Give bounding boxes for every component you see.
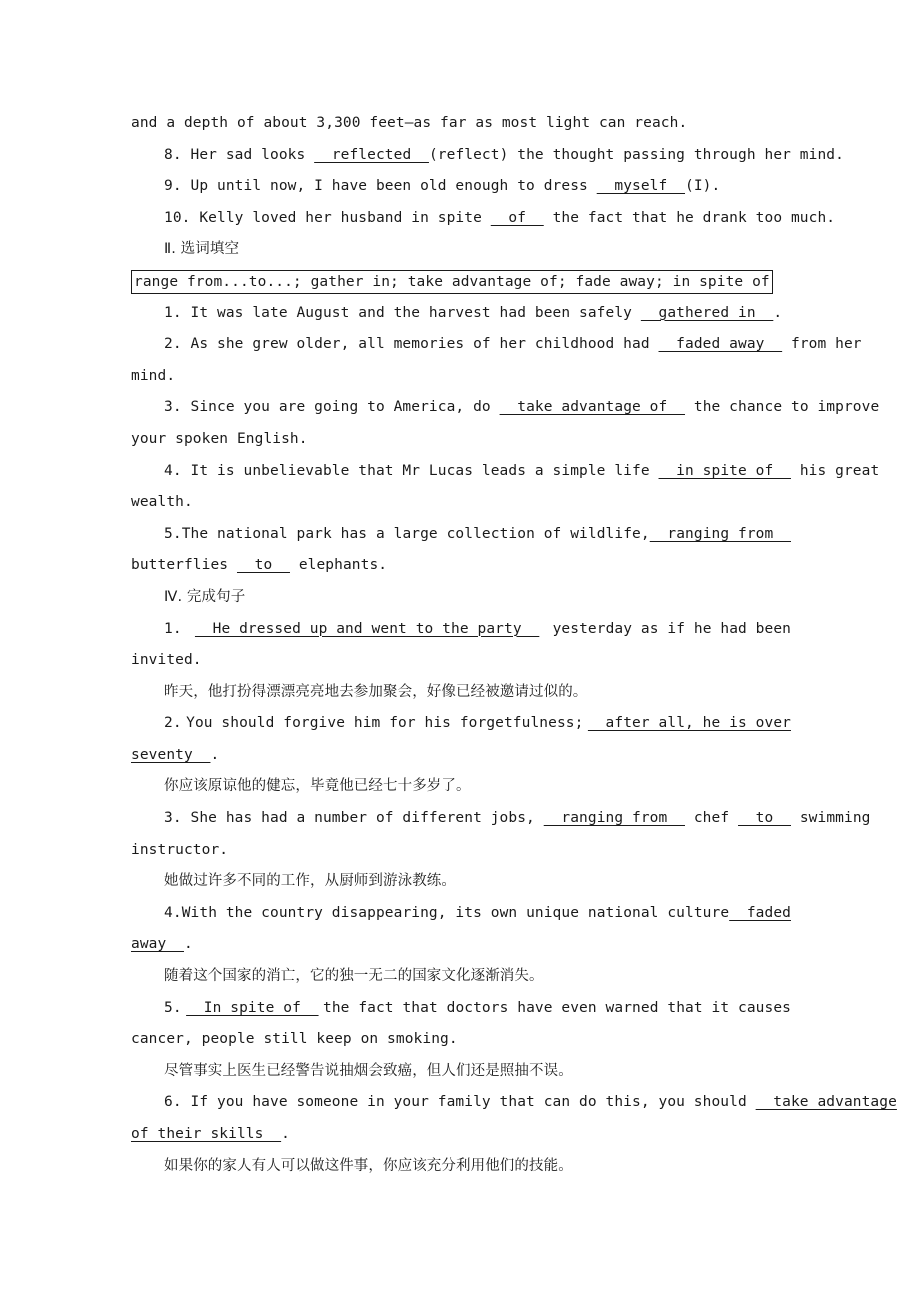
answer-blank: of their skills xyxy=(131,1126,282,1142)
sentence-2-cont: seventy . xyxy=(131,746,220,763)
section-heading-4: Ⅳ. 完成句子 xyxy=(164,588,246,605)
word-box: range from...to...; gather in; take advantage of; fade away; in spite of xyxy=(131,270,773,294)
word-box-line xyxy=(131,266,791,298)
answer-blank: gathered in xyxy=(640,304,774,321)
fill-question-5: 5. The national park has a large collection of wildlife, ranging from xyxy=(131,519,791,551)
sentence-3: 3. She has had a number of different jobs, ranging from chef to swimming xyxy=(164,810,871,827)
answer-blank: to xyxy=(236,557,290,574)
section-heading-2: Ⅱ. 选词填空 xyxy=(164,241,240,258)
sentence-4-chinese: 随着这个国家的消亡，它的独一无二的国家文化逐渐消失。 xyxy=(164,968,544,985)
sentence-5: 5. In spite of the fact that doctors have even warned that it causes xyxy=(131,993,791,1025)
sentence-1-cont: invited. xyxy=(131,652,202,669)
answer-blank: in spite of xyxy=(658,462,791,479)
fill-question-3: 3. Since you are going to America, do take advantage of the chance to improve xyxy=(164,399,880,416)
fill-question-1: 1. It was late August and the harvest had been safely gathered in . xyxy=(164,304,783,321)
answer-blank: away xyxy=(131,936,184,953)
answer-blank: take advantage of xyxy=(499,399,686,416)
sentence-1: 1. He dressed up and went to the party yesterday as if he had been xyxy=(131,614,791,646)
answer-blank: of xyxy=(490,209,544,226)
fill-question-2: 2. As she grew older, all memories of her childhood had faded away from her xyxy=(164,336,862,353)
answer-blank: faded away xyxy=(658,336,783,353)
answer-blank: ranging from xyxy=(543,810,685,827)
sentence-2: 2. You should forgive him for his forgetfulness; after all, he is over xyxy=(131,708,791,740)
answer-blank: to xyxy=(738,810,791,827)
sentence-3-chinese: 她做过许多不同的工作，从厨师到游泳教练。 xyxy=(164,873,456,890)
fill-question-5-cont: butterflies to elephants. xyxy=(131,557,388,574)
answer-blank: ranging from xyxy=(649,525,791,542)
answer-blank: take advantage xyxy=(755,1094,897,1111)
sentence-1-chinese: 昨天，他打扮得漂漂亮亮地去参加聚会，好像已经被邀请过似的。 xyxy=(164,683,588,700)
answer-blank: after all, he is over xyxy=(587,715,791,732)
fill-question-4: 4. It is unbelievable that Mr Lucas leads a simple life in spite of his great xyxy=(164,462,880,479)
answer-blank: reflected xyxy=(314,146,429,163)
question-9: 9. Up until now, I have been old enough to dress myself (I). xyxy=(164,178,721,195)
answer-blank: seventy xyxy=(131,746,211,763)
sentence-3-cont: instructor. xyxy=(131,841,229,858)
carry-over-line: and a depth of about 3,300 feet—as far as most light can reach. xyxy=(131,115,688,131)
sentence-5-cont: cancer, people still keep on smoking. xyxy=(131,1031,458,1048)
fill-question-3-cont: your spoken English. xyxy=(131,430,308,447)
worksheet-page xyxy=(131,108,897,1182)
fill-question-4-cont: wealth. xyxy=(131,494,193,511)
sentence-5-chinese: 尽管事实上医生已经警告说抽烟会致癌，但人们还是照抽不误。 xyxy=(164,1062,573,1079)
sentence-2-chinese: 你应该原谅他的健忘，毕竟他已经七十多岁了。 xyxy=(164,778,471,795)
sentence-4-cont: away . xyxy=(131,936,193,953)
question-8: 8. Her sad looks reflected (reflect) the thought passing through her mind. xyxy=(164,146,844,163)
answer-blank: myself xyxy=(596,178,686,195)
fill-question-2-cont: mind. xyxy=(131,367,176,384)
sentence-4: 4. With the country disappearing, its own unique national culture faded xyxy=(131,898,791,930)
answer-blank: faded xyxy=(729,904,791,921)
answer-blank: In spite of xyxy=(186,999,319,1016)
answer-blank: He dressed up and went to the party xyxy=(194,620,540,637)
sentence-6: 6. If you have someone in your family that can do this, you should take advantage xyxy=(164,1094,897,1111)
question-10: 10. Kelly loved her husband in spite of the fact that he drank too much. xyxy=(164,209,836,226)
sentence-6-chinese: 如果你的家人有人可以做这件事，你应该充分利用他们的技能。 xyxy=(164,1157,573,1174)
sentence-6-cont: of their skills . xyxy=(131,1126,290,1142)
